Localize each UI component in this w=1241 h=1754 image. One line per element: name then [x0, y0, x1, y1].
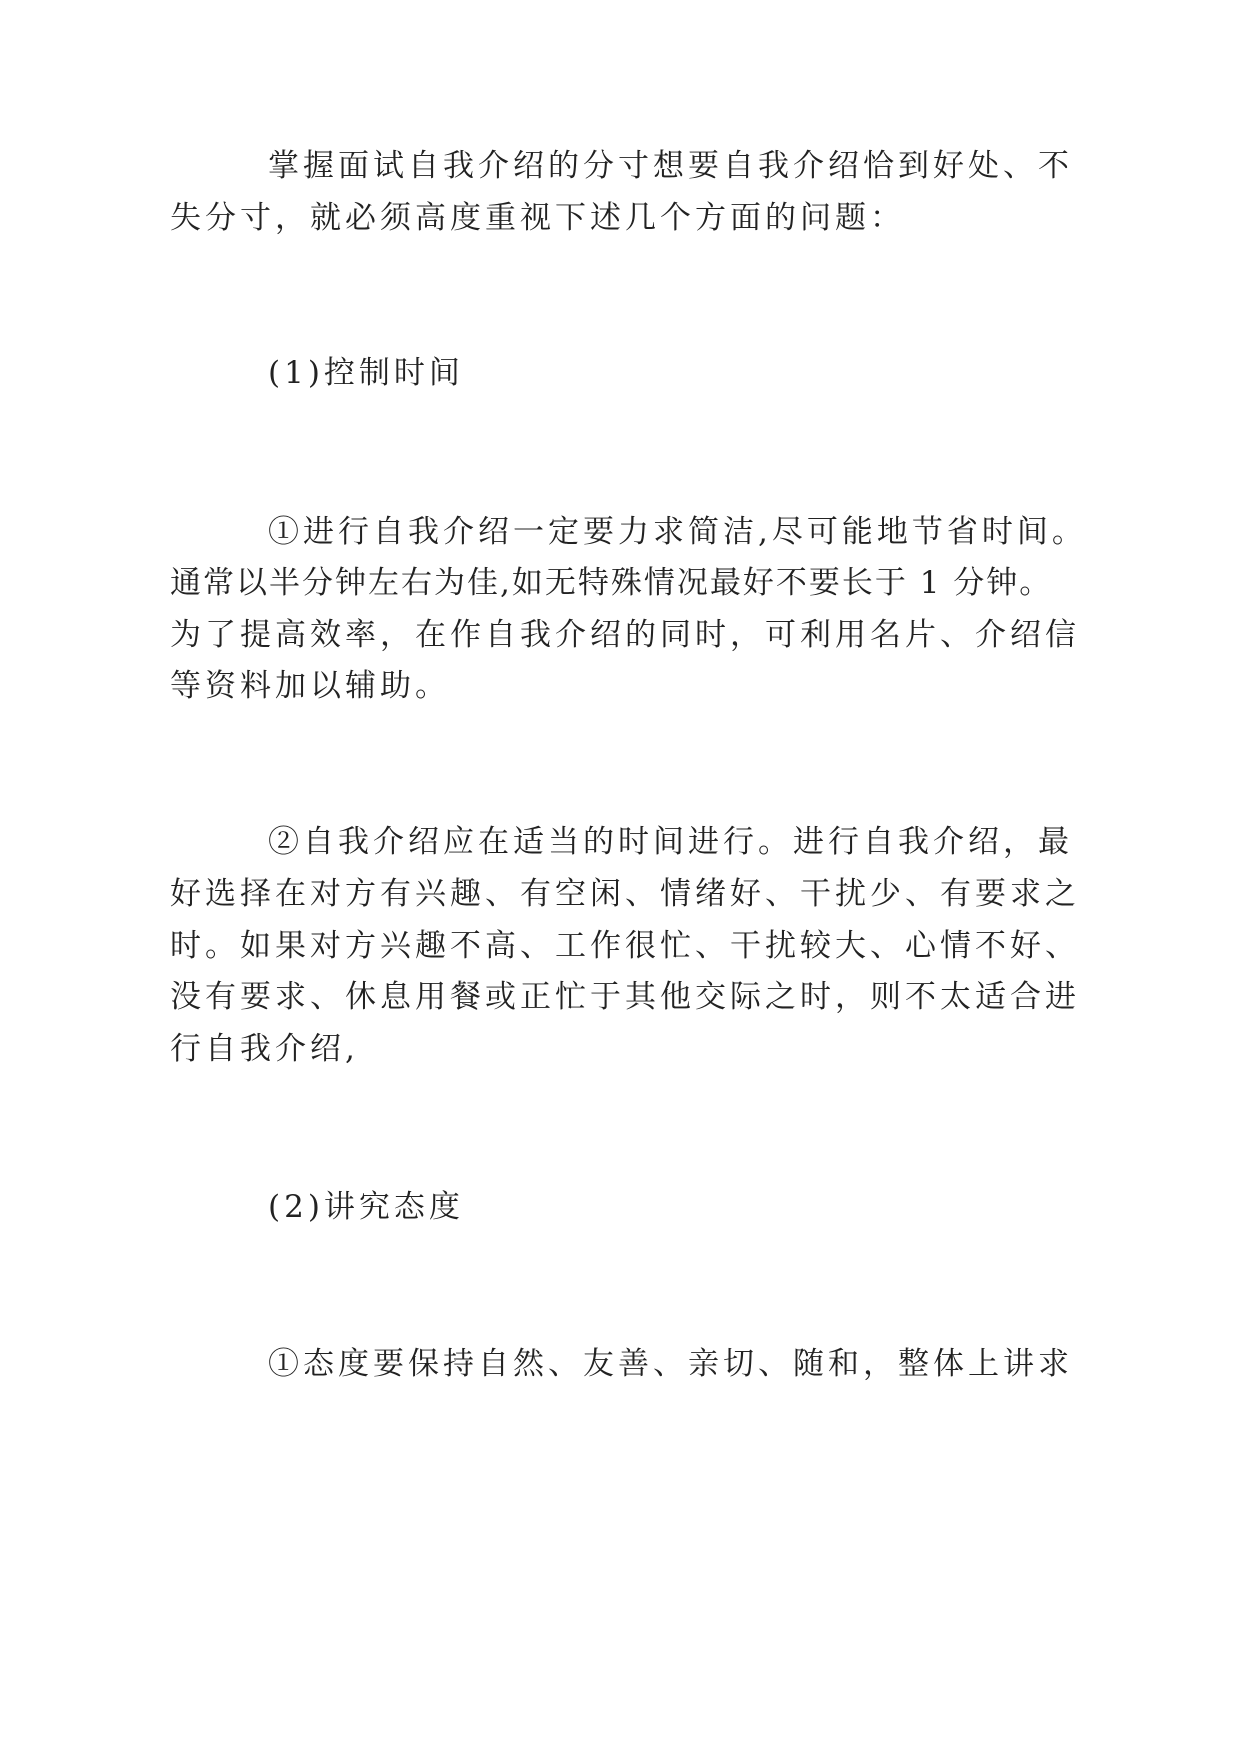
document-page: 掌握面试自我介绍的分寸想要自我介绍恰到好处、不 失分寸，就必须高度重视下述几个方面的问题： (1)控制时间 ①进行自我介绍一定要力求简洁,尽可能地节省时间。 通常以半分钟左右为佳,如无特殊情况最好不要长于 1 分钟。 为了提高效率，在作自我介绍的同时，可利用名片、介绍信 等资料加以辅助。 ②自我介绍应在适当的时间进行。进行自我介绍，最 好选择在对方有兴趣、有空闲、情绪好、干扰少、有要求之 时。如果对方兴趣不高、工作很忙、干扰较大、心情不好、 没有要求、休息用餐或正忙于其他交际之时，则不太适合进 行自我介绍, (2)讲究态度 ①态度要保持自然、友善、亲切、随和，整体上讲求: [0, 0, 1241, 1754]
